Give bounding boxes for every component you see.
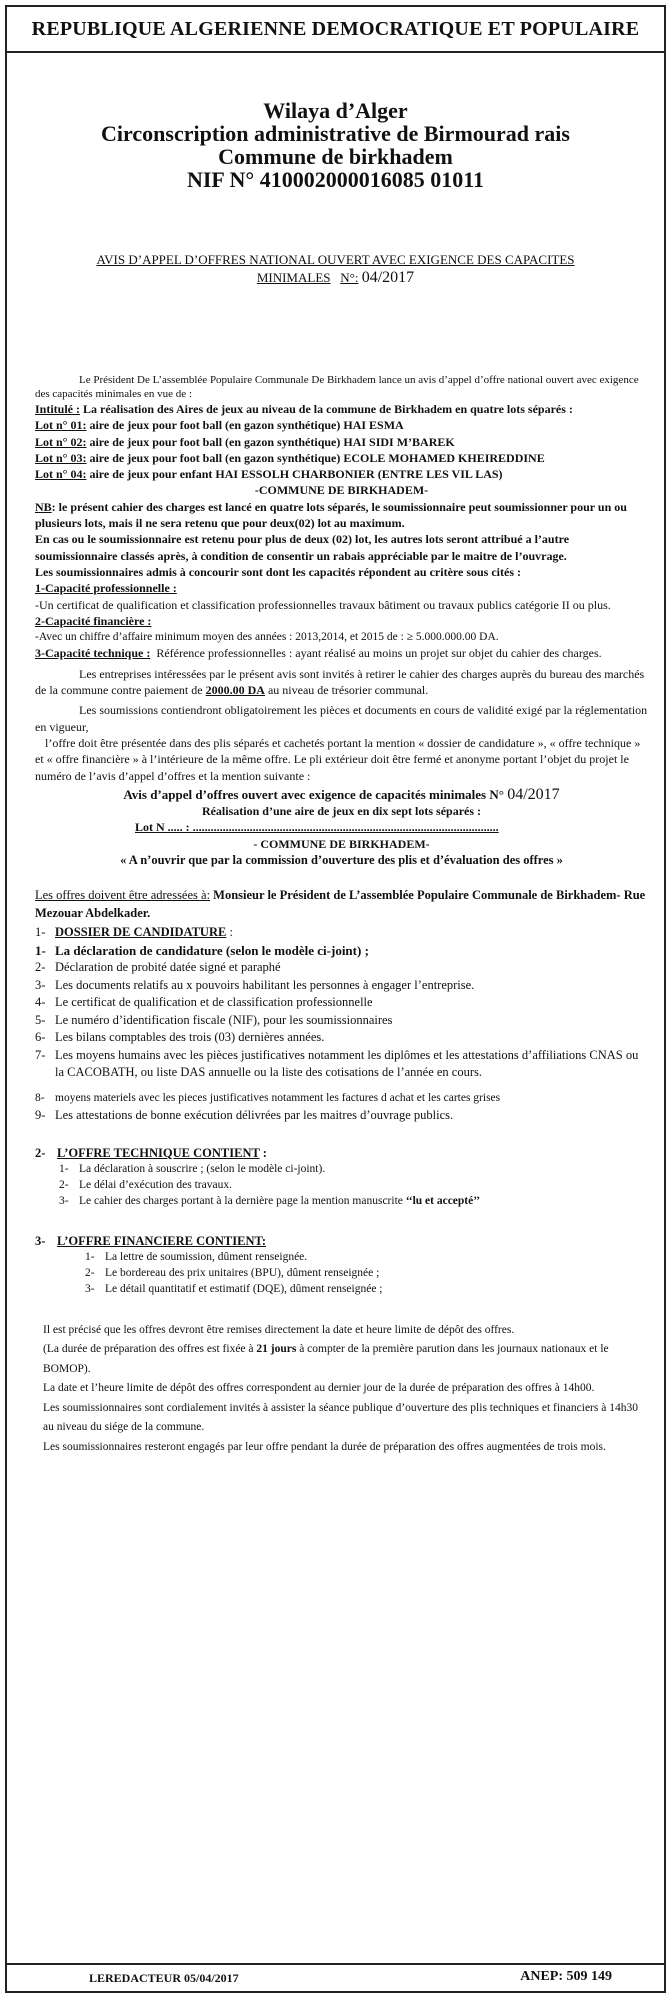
nb-label: NB — [35, 499, 52, 514]
list-item: 1- La déclaration à souscrire ; (selon le modèle ci-joint). — [59, 1162, 326, 1175]
closing-section: Il est précisé que les offres devront être remises directement la date et heure limite de dépôt des offres. (La durée de préparation des offres est fixée à 21 jours à compter de la première parution dans les journaux nationaux et le BOMOP). La date et l’heure limite de dépôt des offres correspondent au dernier jour de la durée de préparation des offres à 14h00. Les soumissionnaires sont cordialement invités à assister la séance publique d’ouverture des plis techniques et financiers à 14h30 au niveau du siége de la commune. Les soumissionnaires resteront engagés par leur offre pendant la durée de préparation des offres augmentées de trois mois. — [43, 1321, 648, 1458]
list-item: 2- Le bordereau des prix unitaires (BPU), dûment renseignée ; — [85, 1266, 380, 1279]
nb-text: : le présent cahier des charges est lancé en quatre lots séparés, le soumissionnaire peut soumissionner pour un ou plusieurs lots, mais il ne sera retenu que pour deux(02) lot au maximum. — [35, 499, 627, 531]
list-item: 6- Les bilans comptables des trois (03) dernières années. — [35, 1030, 325, 1045]
cap3-title: 3-Capacité technique : — [35, 646, 151, 661]
intitule: La réalisation des Aires de jeux au niveau de la commune de Birkhadem en quatre lots séparés : — [83, 402, 573, 416]
notice-body: Le Président De L’assemblée Populaire Communale De Birkhadem lance un avis d’appel d’offre national ouvert avec exigence des capacités minimales en vue de : Intitulé : La réalisation des Aires de jeux au niveau de la commune de Birkhadem en quatre lots séparés : Lot n° 01: aire de jeux pour foot ball (en gazon synthétique) HAI ESMA Lot n° 02: aire de jeux pour foot ball (en gazon synthétique) HAI SIDI M’BAREK Lot n° 03: aire de jeux pour foot ball (en gazon synthétique) ECOLE MOHAMED KHEIREDDINE Lot n° 04: aire de jeux pour enfant HAI ESSOLH CHARBONIER (ENTRE LES VIL LAS) -COMMUNE DE BIRKHADEM- NB: le présent cahier des charges est lancé en quatre lots séparés, le soumissionnaire peut soumissionner pour un ou plusieurs lots, mais il ne sera retenu que pour deux(02) lot au maximum. En cas ou le soumissionnaire est retenu pour plus de deux (02) lot, les autres lots seront attribué a l’autre soumissionnaire classés après, à condition de consentir un rabais appréciable par le maitre de l’ouvrage. Les soumissionnaires admis à concourir sont dont les capacités répondent au critère sous cités : 1-Capacité professionnelle : -Un certificat de qualification et classification professionnelles travaux bâtiment ou travaux publics catégorie II ou plus. 2-Capacité financière : -Avec un chiffre d’affaire minimum moyen des années : 2013,2014, et 2015 de : ≥ 5.000.000.00 DA. 3-Capacité technique : Référence professionnelles : ayant réalisé au moins un projet sur objet du cahier des charges. Les entreprises intéressées par le présent avis sont invités à retirer le cahier des charges auprès du bureau des marchés de la commune contre paiement de 2000.00 DA au niveau de trésorier communal. Les soumissions contiendront obligatoirement les pièces et documents en cours de validité exigé par la réglementation en vigueur, l’offre doit être présentée dans des plis séparés et cachetés portant la mention « dossier de candidature », « offre technique » et « offre financière » à l’intérieure de la même offre. Le pli extérieur doit être fermé et anonyme portant l’objet du projet le numéro de l’avis d’appel d’offres et la mention suivante : Avis d’appel d’offres ouvert avec exigence de capacités minimales N° 04/2017 Réalisation d’une aire de jeux en dix sept lots séparés : Lot N ..... : ...................................................................................................... - COMMUNE DE BIRKHADEM- « A n’ouvrir que par la commission d’ouverture des plis et d’évaluation des offres » Les offres doivent être adressées à: Monsieur le Président de L’assemblée Populaire Communale de Birkhadem- Rue Mezouar Abdelkader. 1- DOSSIER DE CANDIDATURE : 1- La déclaration de candidature (selon le modèle ci-joint) ; 2- Déclaration de probité datée signé et paraphé 3- Les documents relatifs au x pouvoirs habilitant les personnes à engager l’entreprise. 4- Le certificat de qualification et de classification professionnelle 5- Le numéro d’identification fiscale (NIF), pour les soumissionnaires 6- Les bilans comptables des trois (03) dernières années. 7- Les moyens humains avec les pièces justificatives notamment les diplômes et les attestations d’affiliations CNAS ou la CACOBATH, ou liste DAS annuelle ou la liste des cotisations de l’année en cours. 8- moyens materiels avec les pieces justificatives notamment les factures d achat et les cartes grises 9- Les attestations de bonne exécution délivrées par les maitres d’ouvrage publics. 2- L’OFFRE TECHNIQUE CONTIENT : 1- La déclaration à souscrire ; (selon le modèle ci-joint). 2- Le délai d’exécution des travaux. 3- Le cahier des charges portant à la dernière page la mention manuscrite ‘‘lu et accepté’’ 3- L’OFFRE FINANCIERE CONTIENT: 1- La lettre de soumission, dûment renseignée. 2- Le bordereau des prix unitaires (BPU), dûment renseignée ; 3- Le détail quantitatif et estimatif (DQE), dûment renseignée ; Il est précisé que les offres devront être remises directement la date et heure limite de dépôt des offres. (La durée de préparation des offres est fixée à 21 jours à compter de la première parution dans les journaux nationaux et le BOMOP). La date et l’heure limite de dépôt des offres correspondent au dernier jour de la durée de préparation des offres à 14h00. Les soumissionnaires sont cordialement invités à assister la séance publique d’ouverture des plis techniques et financiers à 14h30 au niveau du siége de la commune. Les soumissionnaires resteront engagés par leur offre pendant la durée de préparation des offres augmentées de trois mois. — [35, 373, 648, 1457]
list-item: 1- La déclaration de candidature (selon le modèle ci-joint) ; — [35, 942, 369, 958]
lot-item: Lot n° 03: aire de jeux pour foot ball (en gazon synthétique) ECOLE MOHAMED KHEIREDDINE — [35, 450, 545, 465]
dossier-section: 1- DOSSIER DE CANDIDATURE : 1- La déclaration de candidature (selon le modèle ci-joint) ; 2- Déclaration de probité datée signé et paraphé 3- Les documents relatifs au x pouvoirs habilitant les personnes à engager l’entreprise. 4- Le certificat de qualification et de classification professionnelle 5- Le numéro d’identification fiscale (NIF), pour les soumissionnaires 6- Les bilans comptables des trois (03) dernières années. 7- Les moyens humains avec les pièces justificatives notamment les diplômes et les attestations d’affiliations CNAS ou la CACOBATH, ou liste DAS annuelle ou la liste des cotisations de l’année en cours. 8- moyens materiels avec les pieces justificatives notamment les factures d achat et les cartes grises 9- Les attestations de bonne exécution délivrées par les maitres d’ouvrage publics. — [35, 924, 648, 1125]
cap2-title: 2-Capacité financière : — [35, 613, 152, 628]
dossier-title: DOSSIER DE CANDIDATURE — [55, 925, 227, 940]
footer-redacteur: LEREDACTEUR 05/04/2017 — [89, 1971, 239, 1985]
lots-list — [35, 417, 648, 482]
document-page — [5, 5, 666, 1993]
soumissions-paragraph: Les soumissions contiendront obligatoirement les pièces et documents en cours de validité exigé par la réglementation en vigueur, — [35, 703, 648, 734]
precise-paragraph: Il est précisé que les offres devront être remises directement la date et heure limite de dépôt des offres. — [43, 1323, 515, 1336]
ouvrir-line: « A n’ouvrir que par la commission d’ouverture des plis et d’évaluation des offres » — [120, 853, 563, 868]
commune: Commune de birkhadem — [218, 144, 453, 169]
cap3-text: Référence professionnelles : ayant réalisé au moins un projet sur objet du cahier des charges. — [156, 646, 602, 661]
title-line1: AVIS D’APPEL D’OFFRES NATIONAL OUVERT AVEC EXIGENCE DES CAPACITES — [96, 252, 575, 267]
adresse-paragraph — [35, 886, 648, 922]
issuer-block — [7, 99, 664, 191]
cap1-title: 1-Capacité professionnelle : — [35, 581, 177, 596]
republic-header: REPUBLIQUE ALGERIENNE DEMOCRATIQUE ET POPULAIRE — [7, 7, 664, 53]
footer — [7, 1963, 664, 1991]
fin-section: 3- L’OFFRE FINANCIERE CONTIENT: 1- La lettre de soumission, dûment renseignée. 2- Le bordereau des prix unitaires (BPU), dûment renseignée ; 3- Le détail quantitatif et estimatif (DQE), dûment renseignée ; — [35, 1233, 648, 1297]
adresse-text: Monsieur le Président de L’assemblée Populaire Communale de Birkhadem- Rue Mezouar Abdelkader. — [35, 888, 646, 921]
list-item: 7- Les moyens humains avec les pièces justificatives notamment les diplômes et les attestations d’affiliations CNAS ou la CACOBATH, ou liste DAS annuelle ou la liste des cotisations de l’année en cours. — [35, 1047, 639, 1080]
cas-paragraph: En cas ou le soumissionnaire est retenu pour plus de deux (02) lot, les autres lots seront attribué a l’autre soumissionnaire classés après, à condition de consentir un rabais appréciable par le maitre de l’ouvrage. — [35, 532, 570, 563]
tech-section: 2- L’OFFRE TECHNIQUE CONTIENT : 1- La déclaration à souscrire ; (selon le modèle ci-joint). 2- Le délai d’exécution des travaux. 3- Le cahier des charges portant à la dernière page la mention manuscrite ‘‘lu et accepté’’ — [35, 1145, 648, 1209]
intro: Le Président De L’assemblée Populaire Communale De Birkhadem lance un avis d’appel d’offre national ouvert avec exigence des capacités minimales en vue de : — [35, 374, 639, 400]
list-item: 3- Le détail quantitatif et estimatif (DQE), dûment renseignée ; — [85, 1282, 383, 1295]
notice-title — [7, 251, 664, 287]
lot-item: Lot n° 04: aire de jeux pour enfant HAI ESSOLH CHARBONIER (ENTRE LES VIL LAS) — [35, 467, 503, 482]
duree-jours: 21 jours — [256, 1343, 297, 1356]
lu-et-accepte: ‘‘lu et accepté’’ — [405, 1194, 481, 1207]
commune-line-2: - COMMUNE DE BIRKHADEM- — [253, 836, 430, 851]
date-limite-paragraph: La date et l’heure limite de dépôt des offres correspondent au dernier jour de la durée de préparation des offres à 14h00. — [43, 1382, 595, 1395]
list-item: 3- Les documents relatifs au x pouvoirs habilitant les personnes à engager l’entreprise. — [35, 977, 475, 992]
retirer-amount: 2000.00 DA — [205, 683, 265, 698]
tech-title: L’OFFRE TECHNIQUE CONTIENT — [57, 1145, 260, 1160]
title-number: 04/2017 — [361, 269, 415, 286]
avis-number: 04/2017 — [507, 785, 560, 803]
tech-list — [59, 1161, 648, 1209]
seance-paragraph: Les soumissionnaires sont cordialement invités à assister la séance publique d’ouverture des plis techniques et financiers à 14h30 au niveau du siége de la commune. — [43, 1401, 638, 1434]
dossier-list — [35, 942, 648, 1125]
list-item: 2- Le délai d’exécution des travaux. — [59, 1178, 232, 1191]
list-item: 4- Le certificat de qualification et de classification professionnelle — [35, 995, 373, 1010]
footer-anep: ANEP: 509 149 — [520, 1969, 612, 1984]
plis-paragraph: l’offre doit être présentée dans des plis séparés et cachetés portant la mention « dossier de candidature », « offre technique » et « offre financière » à l’intérieure de la même offre. Le pli extérieur doit être fermé et anonyme portant l’objet du projet le numéro de l’avis d’appel d’offres et la mention suivante : — [35, 735, 641, 783]
lot-item: Lot n° 02: aire de jeux pour foot ball (en gazon synthétique) HAI SIDI M’BAREK — [35, 434, 455, 449]
avis-line: Avis d’appel d’offres ouvert avec exigence de capacités minimales N° — [123, 786, 504, 802]
list-item: 9- Les attestations de bonne exécution délivrées par les maitres d’ouvrage publics. — [35, 1108, 454, 1123]
fin-list — [85, 1249, 648, 1297]
list-item: 8- moyens materiels avec les pieces justificatives notamment les factures d achat et les cartes grises — [35, 1091, 501, 1104]
retirer-text: Les entreprises intéressées par le présent avis sont invités à retirer le cahier des charges auprès du bureau des marchés de la commune contre paiement de — [35, 666, 645, 698]
list-item: 3- Le cahier des charges portant à la dernière page la mention manuscrite ‘‘lu et accepté’’ — [59, 1194, 481, 1207]
list-item: 2- Déclaration de probité datée signé et paraphé — [35, 960, 281, 975]
list-item: 1- La lettre de soumission, dûment renseignée. — [85, 1250, 308, 1263]
nif: NIF N° 410002000016085 01011 — [186, 167, 485, 192]
title-num-label: N°: — [340, 270, 359, 285]
realisation-line: Réalisation d’une aire de jeux en dix sept lots séparés : — [201, 804, 482, 819]
engages-paragraph: Les soumissionnaires resteront engagés par leur offre pendant la durée de préparation des offres augmentées de trois mois. — [43, 1440, 606, 1453]
commune-line: -COMMUNE DE BIRKHADEM- — [254, 483, 429, 498]
duree-text: (La durée de préparation des offres est fixée à — [43, 1343, 254, 1356]
lot-item: Lot n° 01: aire de jeux pour foot ball (en gazon synthétique) HAI ESMA — [35, 418, 404, 433]
intitule-label: Intitulé : — [35, 402, 80, 416]
adresse-label: Les offres doivent être adressées à: — [35, 888, 211, 903]
circonscription: Circonscription administrative de Birmourad rais — [101, 121, 570, 146]
cap1-text: -Un certificat de qualification et classification professionnelles travaux bâtiment ou travaux publics catégorie II ou plus. — [35, 597, 611, 612]
admis-paragraph: Les soumissionnaires admis à concourir sont dont les capacités répondent au critère sous cités : — [35, 564, 521, 579]
lot-placeholder: Lot N ..... : ...................................................................................................... — [135, 820, 499, 835]
list-item: 5- Le numéro d’identification fiscale (NIF), pour les soumissionnaires — [35, 1012, 393, 1027]
cap2-text: -Avec un chiffre d’affaire minimum moyen des années : 2013,2014, et 2015 de : ≥ 5.000.000.00 DA. — [35, 631, 499, 644]
fin-title: L’OFFRE FINANCIERE CONTIENT: — [57, 1233, 267, 1248]
title-line2: MINIMALES — [256, 270, 331, 285]
wilaya: Wilaya d’Alger — [263, 98, 408, 123]
